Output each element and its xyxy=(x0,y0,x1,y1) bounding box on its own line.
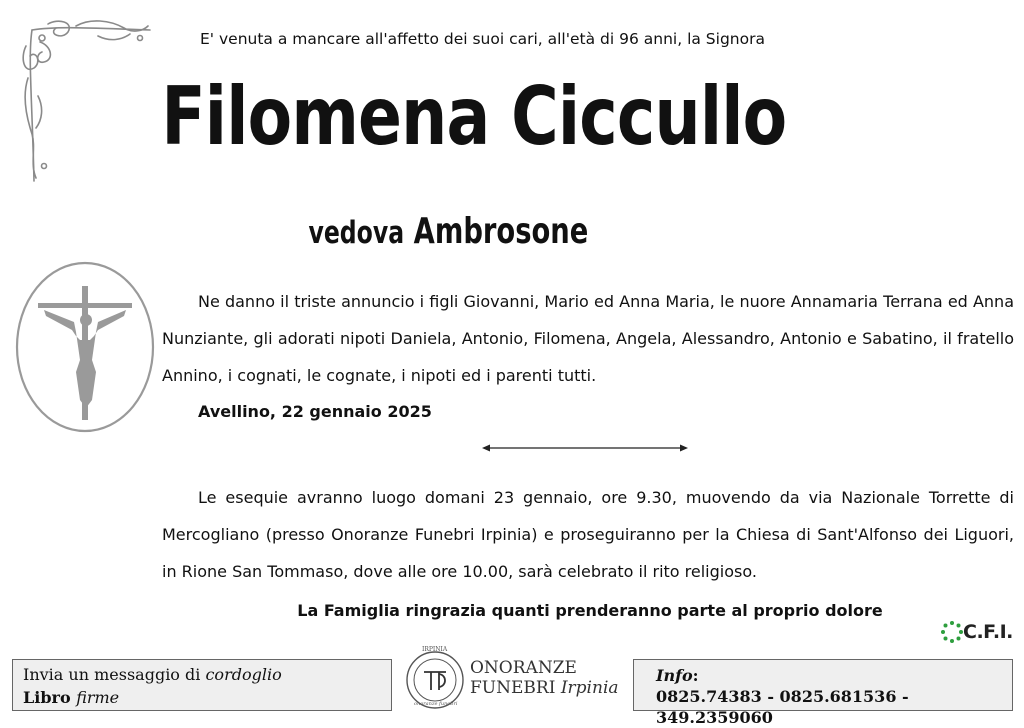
announcement-paragraph xyxy=(162,283,1014,394)
cfi-logo-text: C.F.I. xyxy=(963,621,1013,643)
funeral-home-name: ONORANZE FUNEBRI Irpinia xyxy=(470,658,619,698)
widow-line xyxy=(0,211,897,252)
deceased-name: Filomena Ciccullo xyxy=(161,70,787,163)
cfi-logo-icon xyxy=(940,620,964,644)
condolence-box[interactable] xyxy=(12,659,392,711)
double-arrow-divider-icon xyxy=(480,442,690,454)
thanks-text: La Famiglia ringrazia quanti prenderanno parte al proprio dolore xyxy=(297,601,883,620)
crucifix-icon xyxy=(14,260,156,434)
widow-surname: Ambrosone xyxy=(413,211,589,252)
funeral-paragraph xyxy=(162,479,1014,590)
phone-numbers[interactable]: 0825.74383 - 0825.681536 - 349.2359060 xyxy=(656,687,909,727)
info-label: Info xyxy=(656,666,693,685)
logo-top-text: IRPINIA xyxy=(422,646,448,653)
guestbook-link[interactable]: Libro firme xyxy=(23,688,120,707)
place-date: Avellino, 22 gennaio 2025 xyxy=(198,402,432,421)
announcement-text: Ne danno il triste annuncio i figli Giovanni, Mario ed Anna Maria, le nuore Annamaria Terrana ed Anna Nunziante, gli adorati nipoti Daniela, Antonio, Filomena, Angela, Alessandro, Antonio e Sabatino, il fratello Annino, i cognati, le cognate, i nipoti ed i parenti tutti. xyxy=(162,292,1014,385)
info-box: Info: 0825.74383 - 0825.681536 - 349.2359060 xyxy=(633,659,1013,711)
funeral-text: Le esequie avranno luogo domani 23 gennaio, ore 9.30, muovendo da via Nazionale Torrette di Mercogliano (presso Onoranze Funebri Irpinia) e proseguiranno per la Chiesa di Sant'Alfonso dei Liguori, in Rione San Tommaso, dove alle ore 10.00, sarà celebrato il rito religioso. xyxy=(162,488,1014,581)
condolence-link[interactable]: Invia un messaggio di cordoglio xyxy=(23,665,282,684)
intro-text: E' venuta a mancare all'affetto dei suoi cari, all'età di 96 anni, la Signora xyxy=(200,30,765,48)
logo-bottom-text: onoranze funebri xyxy=(414,701,458,707)
widow-prefix: vedova xyxy=(308,215,405,251)
